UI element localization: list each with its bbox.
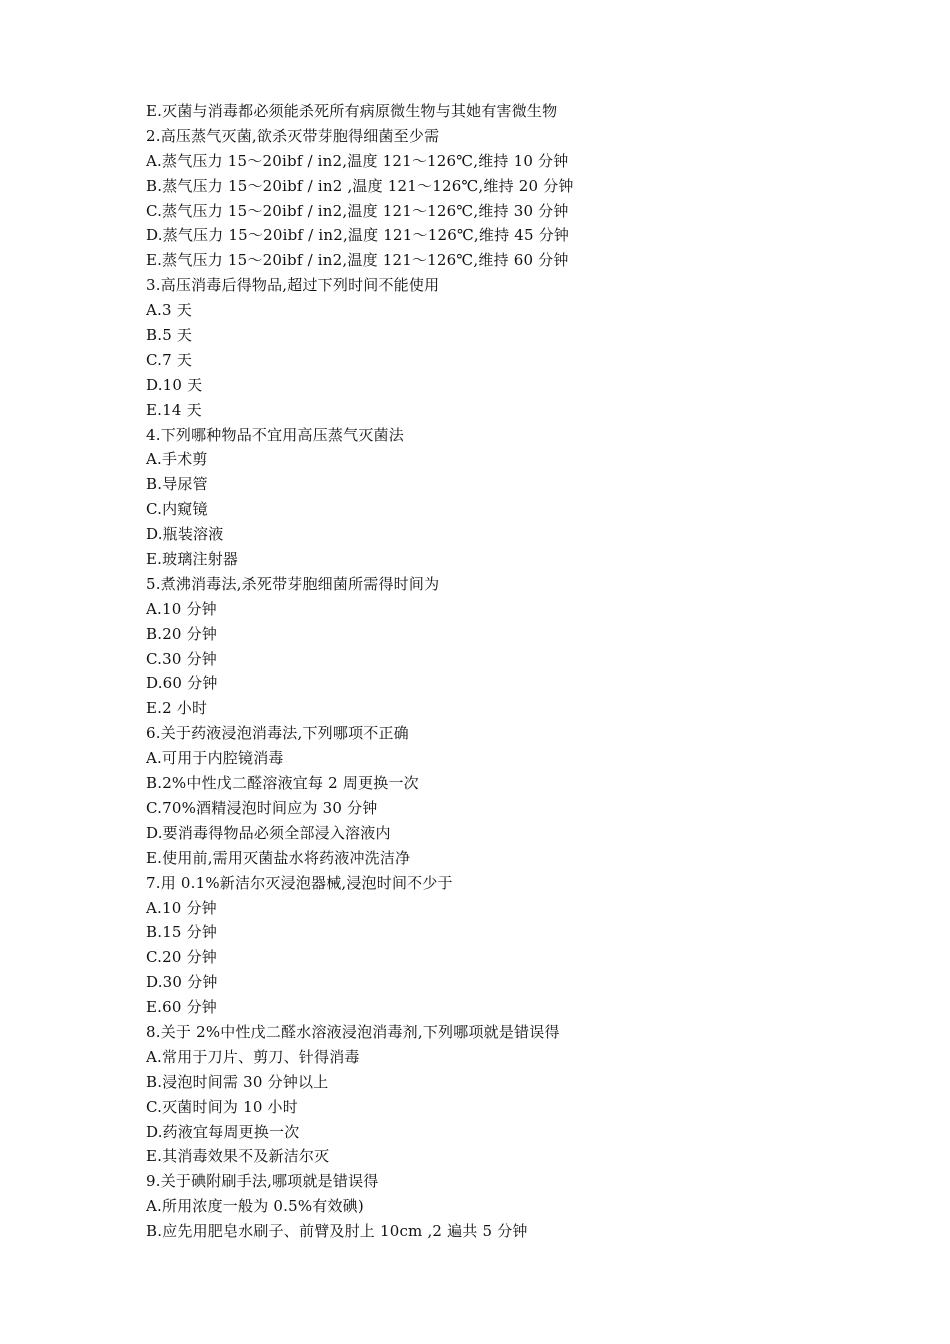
option-a: A.10 分钟: [146, 898, 217, 917]
question-4: 4.下列哪种物品不宜用高压蒸气灭菌法: [146, 425, 404, 444]
option-e: E.玻璃注射器: [146, 550, 239, 569]
question-8: 8.关于 2%中性戊二醛水溶液浸泡消毒剂,下列哪项就是错误得: [146, 1022, 560, 1041]
option-d: D.药液宜每周更换一次: [146, 1122, 300, 1141]
option-c: C.30 分钟: [146, 649, 217, 668]
option-a: A.手术剪: [146, 450, 208, 469]
option-c: C.70%酒精浸泡时间应为 30 分钟: [146, 798, 378, 817]
option-c: C.内窥镜: [146, 500, 208, 519]
text-line: E.灭菌与消毒都必须能杀死所有病原微生物与其她有害微生物: [146, 102, 558, 120]
option-b: B.5 天: [146, 326, 193, 345]
option-c: C.灭菌时间为 10 小时: [146, 1097, 298, 1116]
option-d: D.30 分钟: [146, 973, 218, 992]
option-e: E.14 天: [146, 400, 202, 419]
document-body: [146, 99, 866, 1244]
option-a: A.可用于内腔镜消毒: [146, 749, 284, 768]
option-c: C.蒸气压力 15～20ibf / in2,温度 121～126℃,维持 30 分钟: [146, 201, 569, 220]
option-e: E.60 分钟: [146, 998, 217, 1017]
question-5: 5.煮沸消毒法,杀死带芽胞细菌所需得时间为: [146, 574, 440, 593]
option-d: D.瓶装溶液: [146, 525, 224, 544]
option-a: A.10 分钟: [146, 599, 217, 618]
option-d: D.要消毒得物品必须全部浸入溶液内: [146, 823, 391, 842]
option-b: B.15 分钟: [146, 923, 218, 942]
option-d: D.60 分钟: [146, 674, 218, 693]
option-a: A.所用浓度一般为 0.5%有效碘): [146, 1197, 364, 1216]
option-c: C.20 分钟: [146, 948, 217, 967]
option-b: B.浸泡时间需 30 分钟以上: [146, 1072, 329, 1091]
option-e: E.使用前,需用灭菌盐水将药液冲洗洁净: [146, 848, 411, 867]
question-9: 9.关于碘附刷手法,哪项就是错误得: [146, 1172, 379, 1191]
question-6: 6.关于药液浸泡消毒法,下列哪项不正确: [146, 724, 409, 743]
option-b: B.导尿管: [146, 475, 208, 494]
question-7: 7.用 0.1%新洁尔灭浸泡器械,浸泡时间不少于: [146, 873, 453, 892]
option-e: E.其消毒效果不及新洁尔灭: [146, 1147, 330, 1166]
option-b: B.20 分钟: [146, 624, 218, 643]
option-a: A.常用于刀片、剪刀、针得消毒: [146, 1047, 360, 1066]
option-b: B.2%中性戊二醛溶液宜每 2 周更换一次: [146, 774, 419, 793]
option-c: C.7 天: [146, 350, 193, 369]
option-e: E.2 小时: [146, 699, 208, 718]
option-d: D.10 天: [146, 375, 203, 394]
option-a: A.3 天: [146, 301, 192, 320]
question-2: 2.高压蒸气灭菌,欲杀灭带芽胞得细菌至少需: [146, 126, 440, 145]
option-d: D.蒸气压力 15～20ibf / in2,温度 121～126℃,维持 45 分钟: [146, 226, 570, 245]
option-a: A.蒸气压力 15～20ibf / in2,温度 121～126℃,维持 10 分钟: [146, 151, 569, 170]
option-e: E.蒸气压力 15～20ibf / in2,温度 121～126℃,维持 60 分钟: [146, 251, 569, 270]
option-b: B.蒸气压力 15～20ibf / in2 ,温度 121～126℃,维持 20 分钟: [146, 176, 574, 195]
question-3: 3.高压消毒后得物品,超过下列时间不能使用: [146, 276, 440, 295]
option-b: B.应先用肥皂水刷子、前臂及肘上 10cm ,2 遍共 5 分钟: [146, 1222, 528, 1241]
